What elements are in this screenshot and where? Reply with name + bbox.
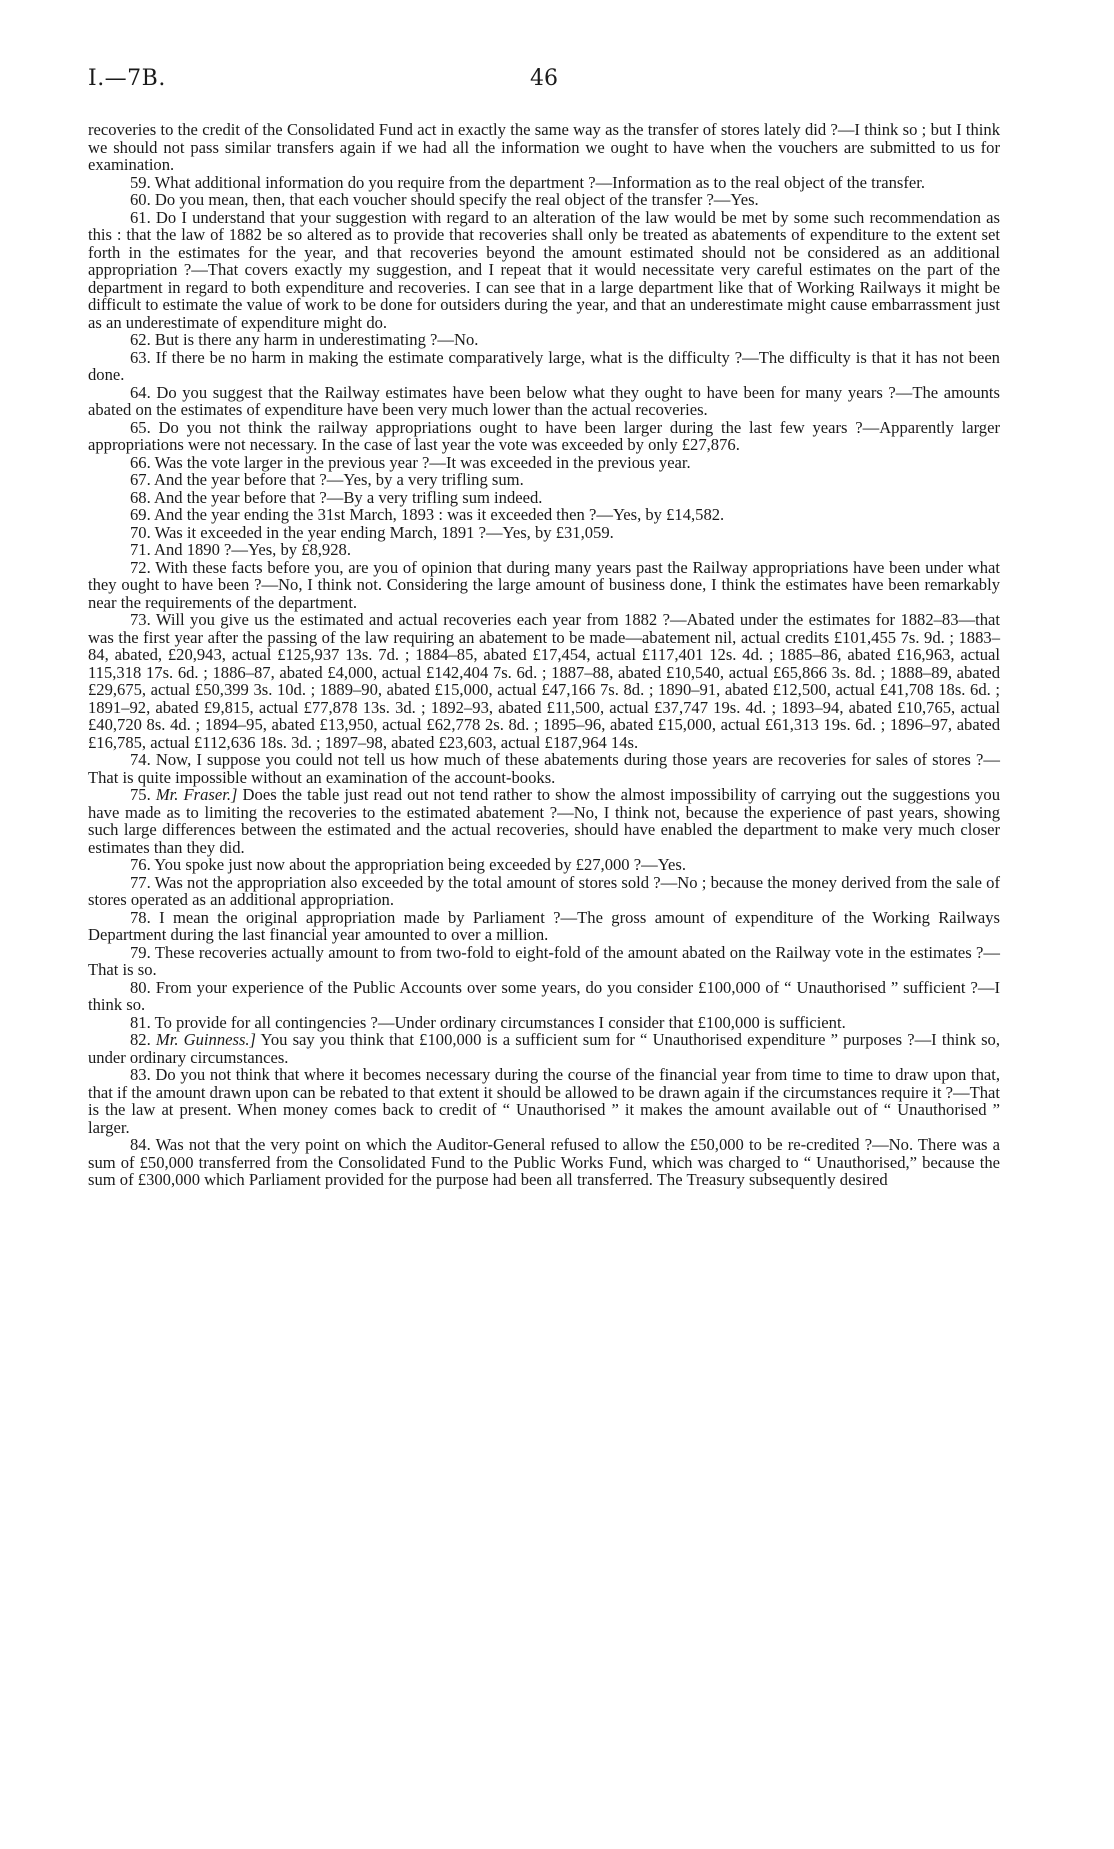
paragraph-text: You say you think that £100,000 is a sufficient sum for “ Unauthorised expenditure ” purposes ?—I think so, under ordinary circumstances. xyxy=(88,1030,1001,1067)
paragraph-text: I mean the original appropriation made by Parliament ?—The gross amount of expenditure of the Working Railways Department during the last financial year amounted to over a million. xyxy=(88,907,1000,944)
paragraph-text: You spoke just now about the appropriation being exceeded by £27,000 ?—Yes. xyxy=(154,855,687,874)
paragraph-text: And 1890 ?—Yes, by £8,928. xyxy=(153,540,351,559)
question-number: 75. xyxy=(130,785,151,804)
paragraph-text: To provide for all contingencies ?—Under ordinary circumstances I consider that £100,000 is sufficient. xyxy=(154,1012,846,1032)
question-number: 78. xyxy=(130,907,151,927)
paragraph-text: Do you not think that where it becomes necessary during the course of the financial year from time to time to draw upon that, that if the amount drawn upon can be rebated to that extent it should be allowed to be drawn again if the circumstances require it ?—That is the law at present. When money comes back to credit of “ Unauthorised ” it makes the amount available out of “ Unauthorised ” larger. xyxy=(88,1065,1000,1137)
question-paragraph xyxy=(88,419,1000,454)
paragraph-text: These recoveries actually amount to from two-fold to eight-fold of the amount abated on the Railway vote in the estimates ?—That is so. xyxy=(88,942,1000,979)
question-paragraph xyxy=(88,331,1000,349)
paragraph-text: What additional information do you require from the department ?—Information as to the real object of the transfer. xyxy=(154,172,926,192)
question-number: 69. xyxy=(130,505,151,524)
paragraph-text: Does the table just read out not tend rather to show the almost impossibility of carrying out the suggestions you have made as to limiting the recoveries to the estimated abatement ?—No, I think not, because the experience of past years, showing such large differences between the estimated and the actual recoveries, should have enabled the department to make very much closer estimates than they did. xyxy=(88,785,1000,857)
question-paragraph xyxy=(88,454,1000,472)
question-number: 73. xyxy=(130,610,151,629)
paragraph-text: From your experience of the Public Accounts over some years, do you consider £100,000 of “ Unauthorised ” sufficient ?—I think so. xyxy=(88,977,1000,1014)
paragraph-text: Was the vote larger in the previous year ?—It was exceeded in the previous year. xyxy=(154,452,691,472)
question-paragraph xyxy=(88,559,1000,612)
paragraph-text: And the year before that ?—Yes, by a very trifling sum. xyxy=(153,470,524,489)
question-number: 82. xyxy=(130,1030,151,1049)
continuation-paragraph xyxy=(88,121,1000,174)
question-number: 62. xyxy=(130,330,151,349)
question-number: 68. xyxy=(130,487,151,507)
question-number: 64. xyxy=(130,382,151,402)
paragraph-text: With these facts before you, are you of opinion that during many years past the Railway appropriations have been under what they ought to have been ?—No, I think not. Considering the large amount of business done, I think the estimates have been remarkably near the requirements of the department. xyxy=(88,557,1000,612)
question-paragraph xyxy=(88,349,1000,384)
question-number: 60. xyxy=(130,190,151,209)
question-number: 74. xyxy=(130,750,151,769)
question-paragraph xyxy=(88,506,1000,524)
paragraph-text: recoveries to the credit of the Consolidated Fund act in exactly the same way as the transfer of stores lately did ?—I think so ; but I think we should not pass similar transfers again if we had all the information we ought to have when the vouchers are submitted to us for examination. xyxy=(88,120,1000,174)
paragraph-text: And the year ending the 31st March, 1893 : was it exceeded then ?—Yes, by £14,582. xyxy=(153,505,725,524)
speaker-name: Mr. Guinness.] xyxy=(155,1030,257,1049)
question-paragraph xyxy=(88,1031,1000,1066)
document-body xyxy=(88,121,1000,1189)
question-paragraph xyxy=(88,979,1000,1014)
question-paragraph xyxy=(88,489,1000,507)
question-paragraph xyxy=(88,191,1000,209)
question-number: 70. xyxy=(130,522,151,542)
question-number: 84. xyxy=(130,1135,151,1154)
paragraph-text: Do you not think the railway appropriations ought to have been larger during the last few years ?—Apparently larger appropriations were not necessary. In the case of last year the vote was exceeded by only £27,876. xyxy=(88,417,1000,454)
page-number: 46 xyxy=(530,66,558,91)
question-number: 77. xyxy=(130,872,151,892)
paragraph-text: And the year before that ?—By a very trifling sum indeed. xyxy=(153,487,543,507)
paragraph-text: Now, I suppose you could not tell us how much of these abatements during those years are recoveries for sales of stores ?—That is quite impossible without an examination of the account-books. xyxy=(88,750,1000,787)
paragraph-text: Was not the appropriation also exceeded by the total amount of stores sold ?—No ; because the money derived from the sale of stores operated as an additional appropriation. xyxy=(88,872,1000,909)
question-number: 59. xyxy=(130,172,151,192)
paragraph-text: But is there any harm in underestimating ?—No. xyxy=(154,330,479,349)
question-number: 81. xyxy=(130,1012,151,1032)
question-number: 66. xyxy=(130,452,151,472)
question-number: 72. xyxy=(130,557,151,577)
question-paragraph xyxy=(88,874,1000,909)
speaker-name: Mr. Fraser.] xyxy=(155,785,238,804)
question-paragraph xyxy=(88,611,1000,751)
paragraph-text: Do you mean, then, that each voucher should specify the real object of the transfer ?—Yes. xyxy=(154,190,759,209)
question-paragraph xyxy=(88,209,1000,332)
paragraph-text: Will you give us the estimated and actual recoveries each year from 1882 ?—Abated under the estimates for 1882–83—that was the first year after the passing of the law requiring an abatement to be made—abatement nil, actual credits £101,455 7s. 9d. ; 1883–84, abated, £20,943, actual £125,937 13s. 7d. ; 1884–85, abated £17,454, actual £117,401 12s. 4d. ; 1885–86, abated £16,963, actual 115,318 17s. 6d. ; 1886–87, abated £4,000, actual £142,404 7s. 6d. ; 1887–88, abated £10,540, actual £65,866 3s. 8d. ; 1888–89, abated £29,675, actual £50,399 3s. 10d. ; 1889–90, abated £15,000, actual £47,166 7s. 8d. ; 1890–91, abated £12,500, actual £41,708 18s. 6d. ; 1891–92, abated £9,815, actual £77,878 13s. 3d. ; 1892–93, abated £11,500, actual £37,747 19s. 4d. ; 1893–94, abated £10,765, actual £40,720 8s. 4d. ; 1894–95, abated £13,950, actual £62,778 2s. 8d. ; 1895–96, abated £15,000, actual £61,313 19s. 6d. ; 1896–97, abated £16,785, actual £112,636 18s. 3d. ; 1897–98, abated £23,603, actual £187,964 14s. xyxy=(88,610,1000,752)
question-paragraph xyxy=(88,786,1000,856)
page-header xyxy=(88,66,1000,96)
question-paragraph xyxy=(88,909,1000,944)
question-paragraph xyxy=(88,856,1000,874)
question-paragraph xyxy=(88,524,1000,542)
question-number: 83. xyxy=(130,1065,151,1084)
question-number: 80. xyxy=(130,977,151,997)
question-paragraph xyxy=(88,944,1000,979)
question-paragraph xyxy=(88,1014,1000,1032)
question-number: 76. xyxy=(130,855,151,874)
question-paragraph xyxy=(88,541,1000,559)
paragraph-text: Do you suggest that the Railway estimates have been below what they ought to have been for many years ?—The amounts abated on the estimates of expenditure have been very much lower than the actual recoveries. xyxy=(88,382,1001,419)
question-number: 71. xyxy=(130,540,151,559)
question-paragraph xyxy=(88,174,1000,192)
question-paragraph xyxy=(88,751,1000,786)
question-number: 63. xyxy=(130,347,151,367)
paragraph-text: If there be no harm in making the estimate comparatively large, what is the difficulty ?—The difficulty is that it has not been done. xyxy=(88,347,1000,384)
paragraph-text: Was not that the very point on which the Auditor-General refused to allow the £50,000 to be re-credited ?—No. There was a sum of £50,000 transferred from the Consolidated Fund to the Public Works Fund, which was charged to “ Unauthorised,” because the sum of £300,000 which Parliament provided for the purpose had been all transferred. The Treasury subsequently desired xyxy=(88,1135,1000,1189)
paragraph-text: Was it exceeded in the year ending March, 1891 ?—Yes, by £31,059. xyxy=(154,522,614,542)
question-paragraph xyxy=(88,1066,1000,1136)
question-number: 65. xyxy=(130,417,151,437)
question-paragraph xyxy=(88,1136,1000,1189)
question-number: 79. xyxy=(130,942,151,962)
question-number: 61. xyxy=(130,207,151,227)
question-paragraph xyxy=(88,471,1000,489)
question-number: 67. xyxy=(130,470,151,489)
paragraph-text: Do I understand that your suggestion with regard to an alteration of the law would be met by some such recommendation as this : that the law of 1882 be so altered as to provide that recoveries shall only be treated as abatements of expenditure to the extent set forth in the estimates for the year, and that recoveries beyond the amount estimated should not be considered as an additional appropriation ?—That covers exactly my suggestion, and I repeat that it would necessitate very careful estimates on the part of the department in regard to both expenditure and recoveries. I can see that in a large department like that of Working Railways it might be difficult to estimate the value of work to be done for outsiders during the year, and that an underestimate might cause embarrassment just as an underestimate of expenditure might do. xyxy=(88,207,1000,332)
document-reference: I.—7B. xyxy=(88,66,166,91)
question-paragraph xyxy=(88,384,1000,419)
